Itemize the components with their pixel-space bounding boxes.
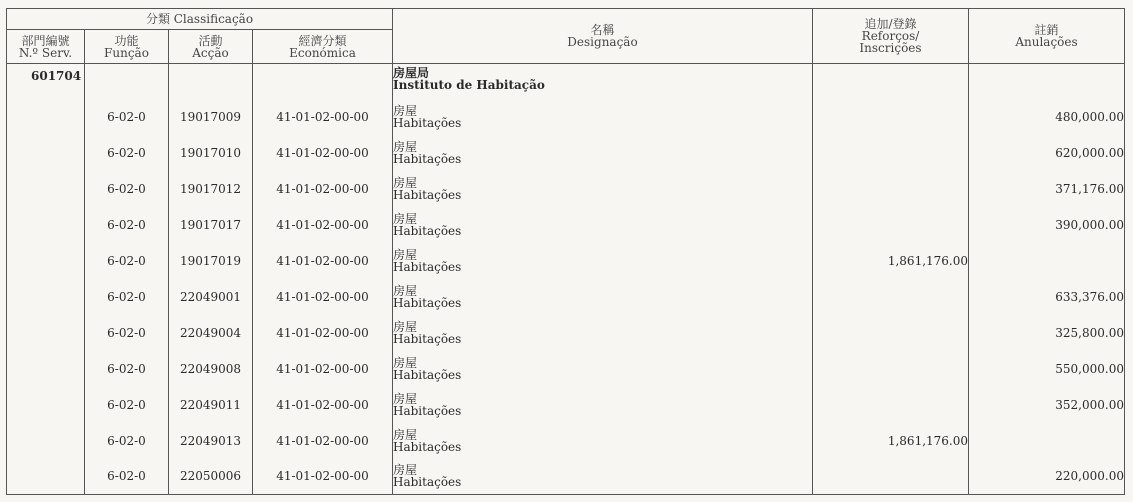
anulacoes-cell: 352,000.00 bbox=[969, 387, 1125, 423]
reforcos-cell: 1,861,176.00 bbox=[813, 243, 969, 279]
table-row bbox=[7, 279, 1125, 315]
reforcos-cell bbox=[813, 387, 969, 423]
reforcos-header-pt1: Reforços/ bbox=[861, 29, 920, 43]
reforcos-header-pt2: Inscrições bbox=[859, 41, 922, 55]
servico-cell bbox=[7, 459, 85, 495]
servico-cell bbox=[7, 135, 85, 171]
economica-cell: 41-01-02-00-00 bbox=[253, 459, 393, 495]
servico-header-zh: 部門編號 bbox=[21, 33, 70, 48]
designacao-zh: 房屋 bbox=[393, 391, 418, 406]
designacao-cell bbox=[393, 315, 813, 351]
table-row bbox=[7, 99, 1125, 135]
funcao-header-pt: Função bbox=[104, 45, 149, 60]
designacao-pt: Habitações bbox=[393, 259, 462, 274]
designacao-pt: Habitações bbox=[393, 223, 462, 238]
accao-cell: 22049013 bbox=[169, 423, 253, 459]
servico-cell bbox=[7, 279, 85, 315]
reforcos-cell bbox=[813, 135, 969, 171]
economica-header-zh: 經濟分類 bbox=[298, 33, 347, 48]
table-row bbox=[7, 243, 1125, 279]
designacao-cell bbox=[393, 387, 813, 423]
economica-header bbox=[253, 30, 393, 64]
anulacoes-cell: 620,000.00 bbox=[969, 135, 1125, 171]
servico-header bbox=[7, 30, 85, 64]
designacao-zh: 房屋 bbox=[393, 427, 418, 442]
reforcos-cell: 1,861,176.00 bbox=[813, 423, 969, 459]
anulacoes-cell: 371,176.00 bbox=[969, 171, 1125, 207]
organism-name-pt: Instituto de Habitação bbox=[393, 78, 545, 92]
reforcos-cell bbox=[813, 279, 969, 315]
economica-header-pt: Económica bbox=[289, 45, 356, 60]
servico-cell bbox=[7, 243, 85, 279]
anulacoes-header-pt: Anulações bbox=[1015, 35, 1078, 49]
anulacoes-cell bbox=[969, 243, 1125, 279]
table-row bbox=[7, 423, 1125, 459]
reforcos-cell bbox=[813, 459, 969, 495]
organism-funcao-cell bbox=[85, 64, 169, 99]
accao-header-pt: Acção bbox=[192, 45, 229, 60]
designacao-zh: 房屋 bbox=[393, 211, 418, 226]
designacao-cell bbox=[393, 423, 813, 459]
designacao-zh: 房屋 bbox=[393, 139, 418, 154]
funcao-cell: 6-02-0 bbox=[85, 423, 169, 459]
reforcos-header-zh: 追加/登錄 bbox=[864, 17, 917, 31]
budget-table bbox=[6, 8, 1125, 495]
table-row bbox=[7, 351, 1125, 387]
organism-economica-cell bbox=[253, 64, 393, 99]
anulacoes-cell bbox=[969, 423, 1125, 459]
designacao-pt: Habitações bbox=[393, 187, 462, 202]
accao-cell: 22049004 bbox=[169, 315, 253, 351]
accao-cell: 19017012 bbox=[169, 171, 253, 207]
designacao-zh: 房屋 bbox=[393, 247, 418, 262]
organism-reforcos-cell bbox=[813, 64, 969, 99]
funcao-cell: 6-02-0 bbox=[85, 315, 169, 351]
organism-row bbox=[7, 64, 1125, 99]
anulacoes-cell: 325,800.00 bbox=[969, 315, 1125, 351]
designacao-pt: Habitações bbox=[393, 151, 462, 166]
economica-cell: 41-01-02-00-00 bbox=[253, 351, 393, 387]
designacao-cell bbox=[393, 207, 813, 243]
economica-cell: 41-01-02-00-00 bbox=[253, 387, 393, 423]
funcao-cell: 6-02-0 bbox=[85, 99, 169, 135]
servico-cell bbox=[7, 387, 85, 423]
designacao-pt: Habitações bbox=[393, 295, 462, 310]
anulacoes-cell: 480,000.00 bbox=[969, 99, 1125, 135]
accao-cell: 19017009 bbox=[169, 99, 253, 135]
reforcos-header bbox=[813, 9, 969, 64]
funcao-header bbox=[85, 30, 169, 64]
servico-cell bbox=[7, 315, 85, 351]
economica-cell: 41-01-02-00-00 bbox=[253, 279, 393, 315]
organism-accao-cell bbox=[169, 64, 253, 99]
designacao-header-zh: 名稱 bbox=[590, 23, 615, 37]
designacao-zh: 房屋 bbox=[393, 283, 418, 298]
designacao-pt: Habitações bbox=[393, 115, 462, 130]
designacao-header-pt: Designação bbox=[567, 35, 638, 49]
organism-code: 601704 bbox=[7, 64, 85, 99]
table-row bbox=[7, 459, 1125, 495]
designacao-pt: Habitações bbox=[393, 439, 462, 454]
economica-cell: 41-01-02-00-00 bbox=[253, 99, 393, 135]
accao-cell: 22050006 bbox=[169, 459, 253, 495]
designacao-pt: Habitações bbox=[393, 331, 462, 346]
designacao-cell bbox=[393, 135, 813, 171]
designacao-zh: 房屋 bbox=[393, 355, 418, 370]
reforcos-cell bbox=[813, 315, 969, 351]
accao-cell: 22049011 bbox=[169, 387, 253, 423]
designacao-pt: Habitações bbox=[393, 367, 462, 382]
accao-cell: 22049001 bbox=[169, 279, 253, 315]
designacao-zh: 房屋 bbox=[393, 463, 418, 478]
designacao-cell bbox=[393, 99, 813, 135]
classificacao-header: 分類 Classificação bbox=[7, 9, 393, 30]
table-row bbox=[7, 135, 1125, 171]
organism-designacao bbox=[393, 64, 813, 99]
table-row bbox=[7, 207, 1125, 243]
reforcos-cell bbox=[813, 99, 969, 135]
funcao-cell: 6-02-0 bbox=[85, 351, 169, 387]
anulacoes-cell: 390,000.00 bbox=[969, 207, 1125, 243]
economica-cell: 41-01-02-00-00 bbox=[253, 315, 393, 351]
table-row bbox=[7, 171, 1125, 207]
funcao-cell: 6-02-0 bbox=[85, 279, 169, 315]
funcao-cell: 6-02-0 bbox=[85, 171, 169, 207]
funcao-cell: 6-02-0 bbox=[85, 459, 169, 495]
anulacoes-cell: 550,000.00 bbox=[969, 351, 1125, 387]
economica-cell: 41-01-02-00-00 bbox=[253, 243, 393, 279]
table-row bbox=[7, 387, 1125, 423]
table-row bbox=[7, 315, 1125, 351]
designacao-pt: Habitações bbox=[393, 403, 462, 418]
accao-header bbox=[169, 30, 253, 64]
organism-name-zh: 房屋局 bbox=[393, 66, 430, 80]
economica-cell: 41-01-02-00-00 bbox=[253, 207, 393, 243]
designacao-cell bbox=[393, 279, 813, 315]
economica-cell: 41-01-02-00-00 bbox=[253, 423, 393, 459]
designacao-pt: Habitações bbox=[393, 475, 462, 490]
organism-anulacoes-cell bbox=[969, 64, 1125, 99]
anulacoes-cell: 633,376.00 bbox=[969, 279, 1125, 315]
reforcos-cell bbox=[813, 351, 969, 387]
economica-cell: 41-01-02-00-00 bbox=[253, 171, 393, 207]
servico-cell bbox=[7, 99, 85, 135]
anulacoes-header bbox=[969, 9, 1125, 64]
accao-header-zh: 活動 bbox=[198, 33, 223, 48]
anulacoes-header-zh: 註銷 bbox=[1034, 23, 1059, 37]
accao-cell: 19017010 bbox=[169, 135, 253, 171]
servico-header-pt: N.º Serv. bbox=[18, 45, 73, 60]
accao-cell: 19017019 bbox=[169, 243, 253, 279]
servico-cell bbox=[7, 351, 85, 387]
accao-cell: 22049008 bbox=[169, 351, 253, 387]
designacao-zh: 房屋 bbox=[393, 103, 418, 118]
funcao-cell: 6-02-0 bbox=[85, 135, 169, 171]
table-body bbox=[7, 64, 1125, 495]
servico-cell bbox=[7, 207, 85, 243]
reforcos-cell bbox=[813, 171, 969, 207]
designacao-cell bbox=[393, 243, 813, 279]
accao-cell: 19017017 bbox=[169, 207, 253, 243]
funcao-header-zh: 功能 bbox=[114, 33, 139, 48]
designacao-header bbox=[393, 9, 813, 64]
funcao-cell: 6-02-0 bbox=[85, 387, 169, 423]
funcao-cell: 6-02-0 bbox=[85, 207, 169, 243]
funcao-cell: 6-02-0 bbox=[85, 243, 169, 279]
reforcos-cell bbox=[813, 207, 969, 243]
designacao-zh: 房屋 bbox=[393, 175, 418, 190]
servico-cell bbox=[7, 423, 85, 459]
designacao-cell bbox=[393, 351, 813, 387]
designacao-zh: 房屋 bbox=[393, 319, 418, 334]
designacao-cell bbox=[393, 459, 813, 495]
anulacoes-cell: 220,000.00 bbox=[969, 459, 1125, 495]
designacao-cell bbox=[393, 171, 813, 207]
servico-cell bbox=[7, 171, 85, 207]
economica-cell: 41-01-02-00-00 bbox=[253, 135, 393, 171]
